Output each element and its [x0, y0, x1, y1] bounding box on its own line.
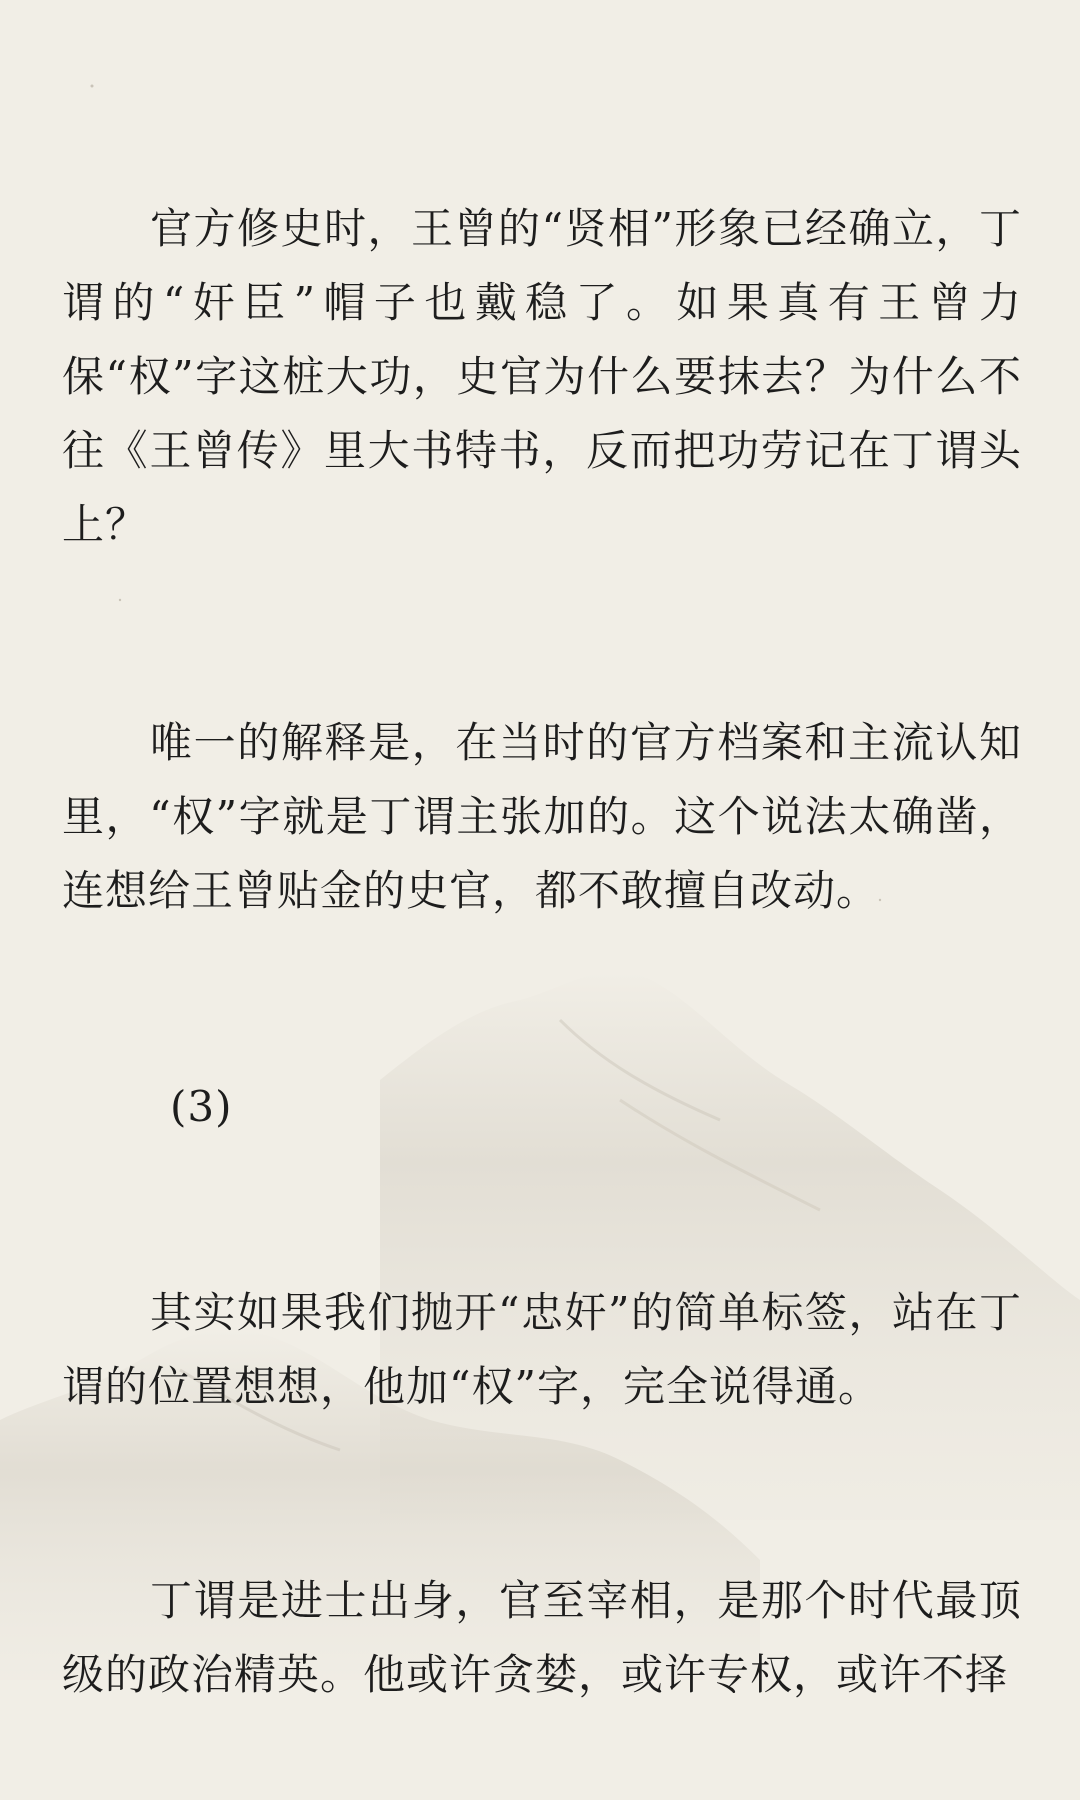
paragraph-1: 官方修史时，王曾的“贤相”形象已经确立，丁谓的“奸臣”帽子也戴稳了。如果真有王曾力保“权”字这桩大功，史官为什么要抹去？为什么不往《王曾传》里大书特书，反而把功劳记在丁谓头上？: [62, 204, 1022, 549]
paragraph-3: 其实如果我们抛开“忠奸”的简单标签，站在丁谓的位置想想，他加“权”字，完全说得通。: [62, 1288, 1022, 1411]
paragraph-4: 丁谓是进士出身，官至宰相，是那个时代最顶级的政治精英。他或许贪婪，或许专权，或许不择: [62, 1576, 1022, 1699]
section-number: (3): [170, 1082, 233, 1131]
paragraph-2: 唯一的解释是，在当时的官方档案和主流认知里，“权”字就是丁谓主张加的。这个说法太确凿，连想给王曾贴金的史官，都不敢擅自改动。: [62, 718, 1022, 915]
